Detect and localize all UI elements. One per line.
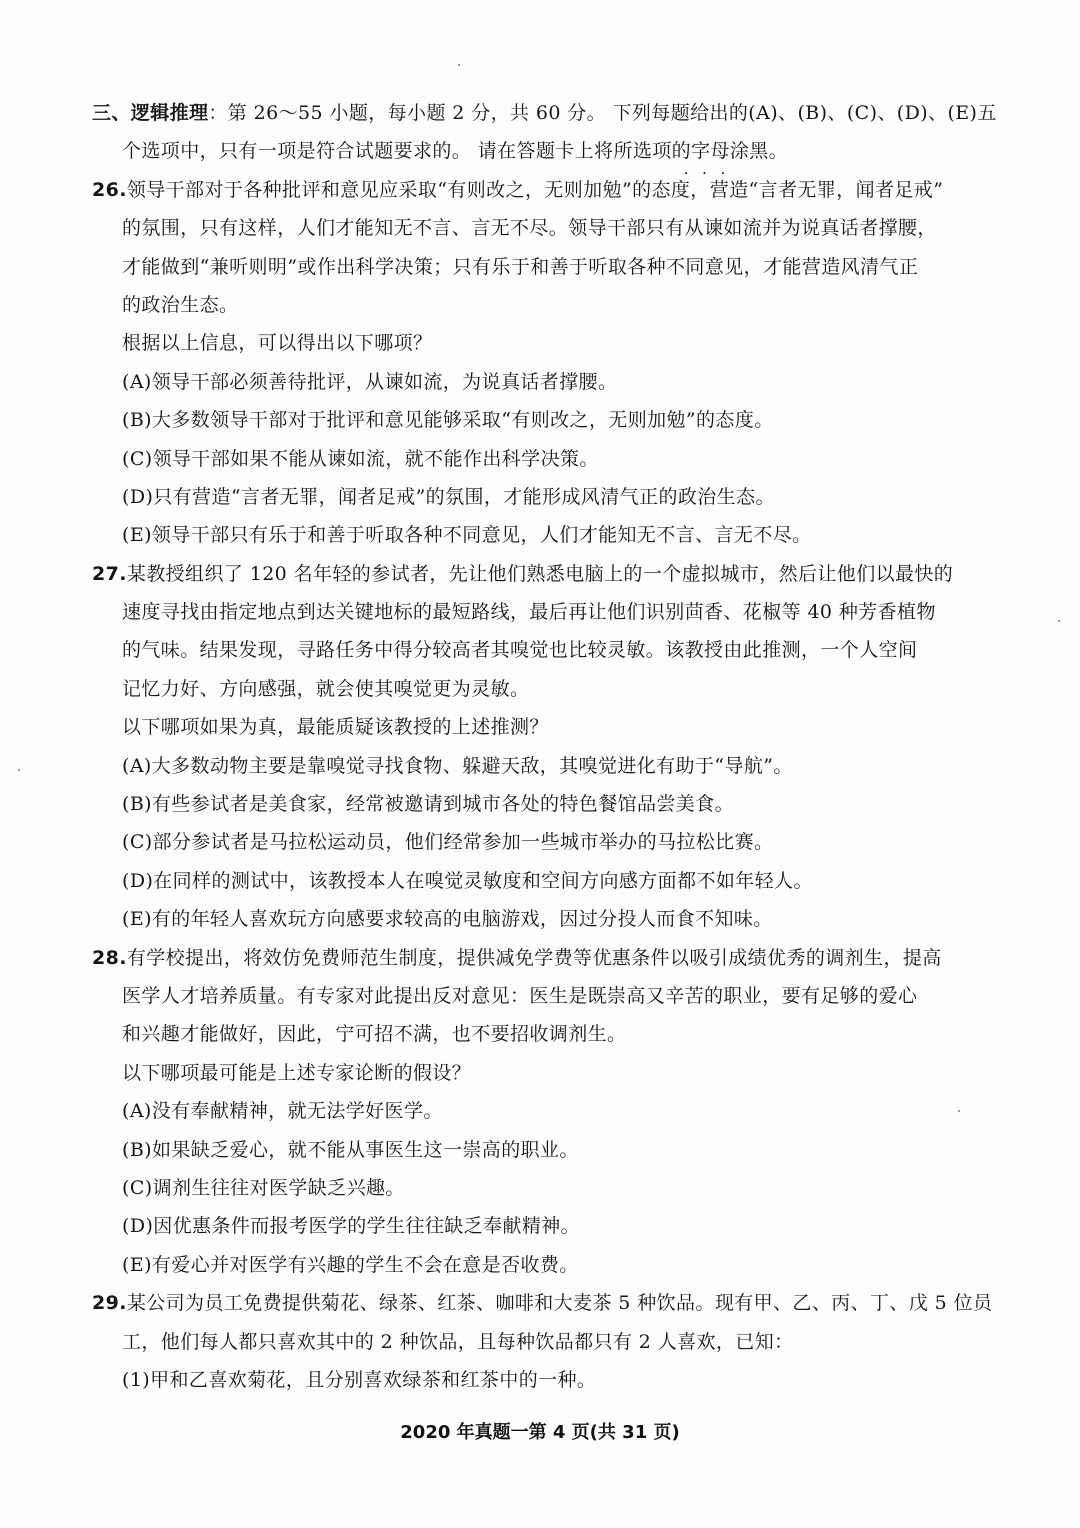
answer-option: (A)大多数动物主要是靠嗅觉寻找食物、躲避天敌，其嗅觉进化有助于“导航”。 xyxy=(122,754,793,777)
question-stem-text: 的气味。结果发现，寻路任务中得分较高者其嗅觉也比较灵敏。该教授由此推测，一个人空间 xyxy=(122,639,918,662)
answer-option: (B)大多数领导干部对于批评和意见能够采取“有则改之，无则加勉”的态度。 xyxy=(122,409,774,432)
question-stem-text: 某公司为员工免费提供菊花、绿茶、红茶、咖啡和大麦茶 5 种饮品。现有甲、乙、丙、丁、戊 5 位员 xyxy=(126,1292,993,1315)
question-prompt: 根据以上信息，可以得出以下哪项？ xyxy=(122,332,433,355)
question-stem-line xyxy=(92,209,992,247)
answer-option: (A)没有奉献精神，就无法学好医学。 xyxy=(122,1100,443,1123)
question-stem-line xyxy=(92,248,992,286)
scan-speck xyxy=(958,1110,960,1112)
question-number: 26. xyxy=(92,178,127,201)
scan-speck xyxy=(18,769,20,771)
page-content xyxy=(92,94,997,1399)
question-stem-line xyxy=(92,939,992,977)
question-number: 29. xyxy=(92,1292,127,1315)
question-stem-line xyxy=(92,1015,992,1053)
question-stem-text: 的氛围，只有这样，人们才能知无不言、言无不尽。领导干部只有从谏如流并为说真话者撑腰， xyxy=(122,217,937,240)
answer-option: (D)只有营造“言者无罪，闻者足戒”的氛围，才能形成风清气正的政治生态。 xyxy=(122,485,775,508)
question-stem-line xyxy=(92,631,992,669)
answer-option: (E)有爱心并对医学有兴趣的学生不会在意是否收费。 xyxy=(122,1253,579,1276)
question-prompt: 以下哪项如果为真，最能质疑该教授的上述推测？ xyxy=(122,716,549,739)
question-stem-line xyxy=(92,977,992,1015)
question-block xyxy=(92,1284,992,1399)
question-stem-text: 领导干部对于各种批评和意见应采取“有则改之，无则加勉”的态度，营造“言者无罪，闻者足戒” xyxy=(126,178,944,201)
question-number: 28. xyxy=(92,946,127,969)
answer-option: (C)部分参试者是马拉松运动员，他们经常参加一些城市举办的马拉松比赛。 xyxy=(122,831,774,854)
question-stem-line xyxy=(92,286,992,324)
question-stem-line xyxy=(92,555,992,593)
answer-option: (D)在同样的测试中，该教授本人在嗅觉灵敏度和空间方向感方面都不如年轻人。 xyxy=(122,869,813,892)
question-stem-text: 工，他们每人都只喜欢其中的 2 种饮品，且每种饮品都只有 2 人喜欢，已知： xyxy=(122,1330,794,1353)
question-stem-line xyxy=(92,1284,992,1322)
answer-option: (E)有的年轻人喜欢玩方向感要求较高的电脑游戏，因过分投人而食不知味。 xyxy=(122,908,773,931)
question-prompt: 以下哪项最可能是上述专家论断的假设？ xyxy=(122,1061,472,1084)
answer-option: (1)甲和乙喜欢菊花，且分别喜欢绿茶和红茶中的一种。 xyxy=(122,1368,597,1391)
question-stem-line xyxy=(92,171,992,209)
question-stem-line xyxy=(92,670,992,708)
section-label: 三、逻辑推理 xyxy=(92,102,209,124)
scan-speck xyxy=(1058,620,1060,622)
question-stem-text: 的政治生态。 xyxy=(122,293,239,316)
question-block xyxy=(92,939,992,1285)
answer-option: (C)调剂生往往对医学缺乏兴趣。 xyxy=(122,1176,405,1199)
question-stem-text: 才能做到“兼听则明”或作出科学决策；只有乐于和善于听取各种不同意见，才能营造风清气正 xyxy=(122,255,919,278)
question-list xyxy=(92,171,992,1400)
scan-speck xyxy=(458,64,460,66)
question-stem-text: 速度寻找由指定地点到达关键地标的最短路线，最后再让他们识别茴香、花椒等 40 种芳香植物 xyxy=(122,601,936,624)
answer-option: (C)领导干部如果不能从谏如流，就不能作出科学决策。 xyxy=(122,447,599,470)
question-number: 27. xyxy=(92,562,127,585)
answer-option: (D)因优惠条件而报考医学的学生往往缺乏奉献精神。 xyxy=(122,1215,581,1238)
question-stem-text: 记忆力好、方向感强，就会使其嗅觉更为灵敏。 xyxy=(122,677,530,700)
question-stem-text: 和兴趣才能做好，因此，宁可招不满，也不要招收调剂生。 xyxy=(122,1023,627,1046)
section-heading-line-1 xyxy=(92,94,997,132)
answer-option: (E)领导干部只有乐于和善于听取各种不同意见，人们才能知无不言、言无不尽。 xyxy=(122,524,812,547)
question-stem-text: 某教授组织了 120 名年轻的参试者，先让他们熟悉电脑上的一个虚拟城市，然后让他们以最快的 xyxy=(126,562,954,585)
answer-option: (B)有些参试者是美食家，经常被邀请到城市各处的特色餐馆品尝美食。 xyxy=(122,793,734,816)
question-block xyxy=(92,555,992,939)
answer-option: (A)领导干部必须善待批评，从谏如流，为说真话者撑腰。 xyxy=(122,370,618,393)
question-stem-line xyxy=(92,1323,992,1361)
section-instructions: ：第 26～55 小题，每小题 2 分，共 60 分。 下列每题给出的(A)、(B)、(C)、(D)、(E)五 xyxy=(208,102,997,124)
question-stem-text: 医学人才培养质量。有专家对此提出反对意见：医生是既崇高又辛苦的职业，要有足够的爱心 xyxy=(122,984,918,1007)
question-stem-line xyxy=(92,593,992,631)
answer-option: (B)如果缺乏爱心，就不能从事医生这一崇高的职业。 xyxy=(122,1138,579,1161)
page-footer: 2020 年真题一第 4 页(共 31 页) xyxy=(400,1422,680,1443)
section-heading-line-2: 个选项中，只有一项是符合试题要求的。 请在答题卡上将所选项的字母涂黑。 • • • xyxy=(92,132,992,170)
question-stem-text: 有学校提出，将效仿免费师范生制度，提供减免学费等优惠条件以吸引成绩优秀的调剂生，提高 xyxy=(126,946,942,969)
question-block xyxy=(92,171,992,555)
